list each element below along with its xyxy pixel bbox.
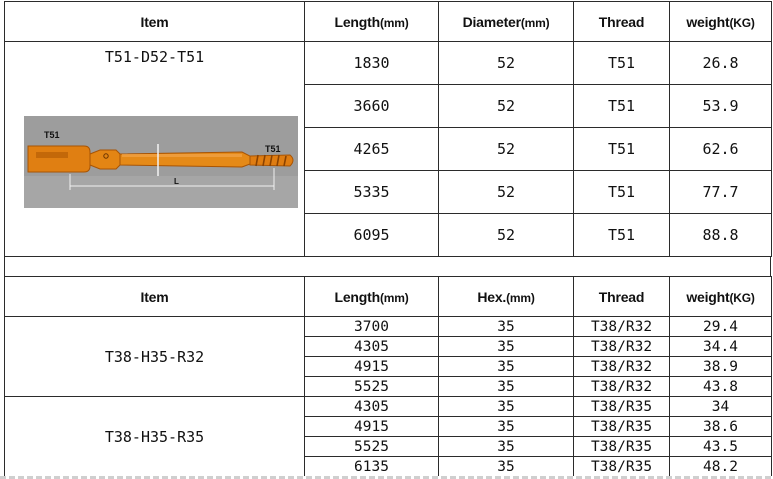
- table-spacer: [4, 256, 771, 276]
- length-cell: 6095: [305, 214, 439, 257]
- header-diameter: Diameter(mm): [439, 2, 574, 42]
- table-row: [5, 317, 772, 337]
- length-cell: 4265: [305, 128, 439, 171]
- header-thread: Thread: [574, 2, 670, 42]
- header-weight: weight(KG): [670, 2, 772, 42]
- weight-cell: 88.8: [670, 214, 772, 257]
- length-cell: 4915: [305, 357, 439, 377]
- weight-cell: 38.6: [670, 417, 772, 437]
- table-header-row: [5, 277, 772, 317]
- length-cell: 5525: [305, 377, 439, 397]
- diameter-cell: 52: [439, 214, 574, 257]
- length-cell: 4305: [305, 337, 439, 357]
- thread-cell: T38/R35: [574, 417, 670, 437]
- header-thread: Thread: [574, 277, 670, 317]
- weight-cell: 34: [670, 397, 772, 417]
- item-group-cell: T38-H35-R32: [5, 317, 305, 397]
- weight-cell: 62.6: [670, 128, 772, 171]
- hex-cell: 35: [439, 357, 574, 377]
- thread-cell: T38/R32: [574, 357, 670, 377]
- length-cell: 3700: [305, 317, 439, 337]
- diameter-cell: 52: [439, 128, 574, 171]
- header-weight: weight(KG): [670, 277, 772, 317]
- header-length: Length(mm): [305, 2, 439, 42]
- length-cell: 6135: [305, 457, 439, 477]
- item-name: T51-D52-T51: [104, 48, 205, 66]
- header-item: Item: [5, 2, 305, 42]
- thread-cell: T38/R32: [574, 317, 670, 337]
- table-header-row: [5, 2, 772, 42]
- hex-cell: 35: [439, 437, 574, 457]
- thread-cell: T38/R35: [574, 457, 670, 477]
- length-cell: 1830: [305, 42, 439, 85]
- table-row: [5, 397, 772, 417]
- diameter-cell: 52: [439, 85, 574, 128]
- hex-cell: 35: [439, 417, 574, 437]
- thread-cell: T51: [574, 214, 670, 257]
- thread-cell: T51: [574, 42, 670, 85]
- thread-cell: T38/R35: [574, 397, 670, 417]
- length-cell: 3660: [305, 85, 439, 128]
- length-cell: 4305: [305, 397, 439, 417]
- thread-cell: T38/R32: [574, 377, 670, 397]
- hex-cell: 35: [439, 337, 574, 357]
- hex-cell: 35: [439, 377, 574, 397]
- drill-rod-illustration: [24, 116, 298, 208]
- diameter-cell: 52: [439, 171, 574, 214]
- table-row: [5, 42, 772, 85]
- weight-cell: 34.4: [670, 337, 772, 357]
- drill-rod-table-t51: [4, 1, 772, 257]
- weight-cell: 43.8: [670, 377, 772, 397]
- hex-cell: 35: [439, 317, 574, 337]
- weight-cell: 48.2: [670, 457, 772, 477]
- weight-cell: 26.8: [670, 42, 772, 85]
- length-cell: 5525: [305, 437, 439, 457]
- thread-cell: T51: [574, 85, 670, 128]
- weight-cell: 38.9: [670, 357, 772, 377]
- hex-cell: 35: [439, 397, 574, 417]
- drill-rod-photo: [24, 116, 298, 208]
- item-cell-with-photo: [5, 42, 305, 257]
- thread-cell: T38/R32: [574, 337, 670, 357]
- weight-cell: 53.9: [670, 85, 772, 128]
- thread-cell: T51: [574, 171, 670, 214]
- thread-cell: T38/R35: [574, 437, 670, 457]
- weight-cell: 43.5: [670, 437, 772, 457]
- weight-cell: 77.7: [670, 171, 772, 214]
- header-hex: Hex.(mm): [439, 277, 574, 317]
- header-length: Length(mm): [305, 277, 439, 317]
- right-thread-label: T51: [265, 144, 281, 154]
- length-cell: 4915: [305, 417, 439, 437]
- item-group-cell: T38-H35-R35: [5, 397, 305, 477]
- diameter-cell: 52: [439, 42, 574, 85]
- drill-rod-table-t38: [4, 276, 772, 477]
- hex-cell: 35: [439, 457, 574, 477]
- weight-cell: 29.4: [670, 317, 772, 337]
- thread-cell: T51: [574, 128, 670, 171]
- length-marker-label: L: [174, 177, 179, 186]
- left-thread-label: T51: [44, 130, 60, 140]
- header-item: Item: [5, 277, 305, 317]
- length-cell: 5335: [305, 171, 439, 214]
